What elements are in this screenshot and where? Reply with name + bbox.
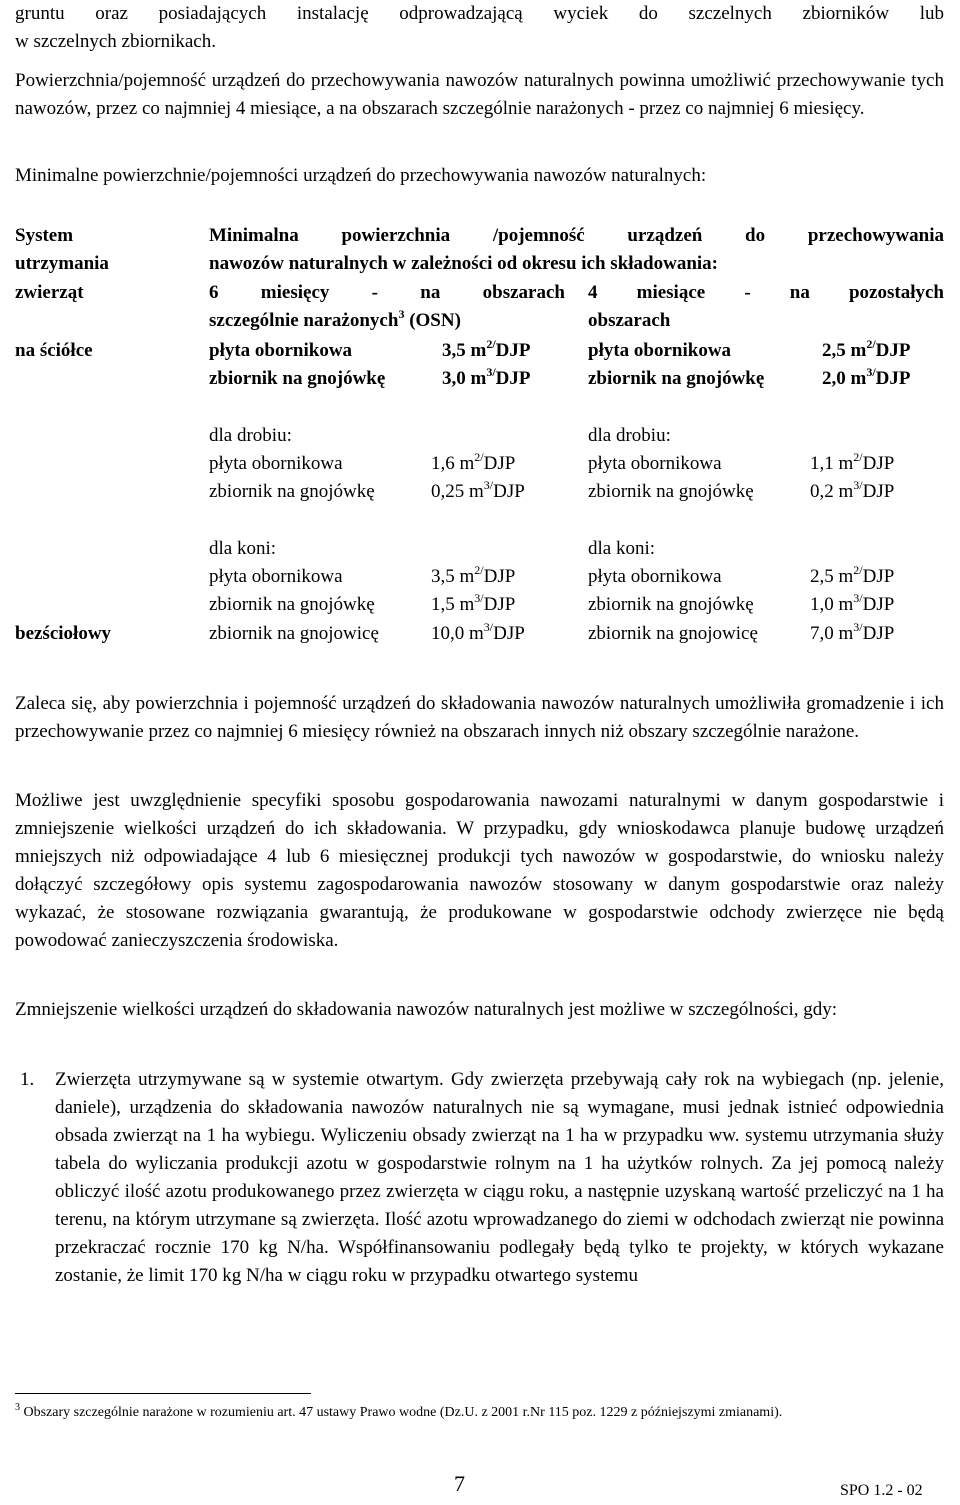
list-item-number: 1. <box>20 1069 35 1090</box>
paragraph-storage-requirement: Powierzchnia/pojemność urządzeń do przechowywania nawozów naturalnych powinna umożliwić przechowywanie tych nawozów, przez co najmniej 4 miesiące, a na obszarach szczególnie narażonych - przez co najmniej 6 miesięcy. <box>15 70 944 119</box>
paragraph-reduction-conditions: Zmniejszenie wielkości urządzeń do składowania nawozów naturalnych jest możliwe w szczególności, gdy: <box>15 999 838 1020</box>
col6-header-line-2 <box>209 307 461 335</box>
col4-konie-item-name: płyta obornikowa <box>588 566 722 587</box>
row-label-na-sciolce: na ściółce <box>15 340 93 361</box>
col4-gnojowica-name: zbiornik na gnojowicę <box>588 623 758 644</box>
col6-general-item-value: 3,0 $m^{3/}DJP$ <box>442 365 531 389</box>
col4-drob-label: dla drobiu: <box>588 425 671 446</box>
col6-general-item-name: płyta obornikowa <box>209 340 353 361</box>
system-header-line-1: System <box>15 225 74 246</box>
col6-drob-item-value: 0,25 $m^{3/}DJP$ <box>431 478 525 502</box>
col6-gnojowica-name: zbiornik na gnojowicę <box>209 623 379 644</box>
col4-drob-item-name: płyta obornikowa <box>588 453 722 474</box>
col6-gnojowica-value: 10,0 $m^{3/}DJP$ <box>431 620 525 644</box>
col4-general-item-value: 2,5 $m^{2/}DJP$ <box>822 337 911 361</box>
col6-konie-item-name: płyta obornikowa <box>209 566 343 587</box>
intro-line-1: gruntu oraz posiadających instalację odprowadzającą wyciek do szczelnych zbiorników lub <box>15 3 944 24</box>
list-item-text: Zwierzęta utrzymywane są w systemie otwartym. Gdy zwierzęta przebywają cały rok na wybiegach (np. jelenie, daniele), urządzenia do składowania nawozów naturalnych nie są wymagane, musi jednak istnieć odpowiednia obsada zwierząt na 1 ha wybiegu. Wyliczeniu obsady zwierząt na 1 ha w przypadku ww. systemu utrzymania służy tabela do wyliczania produkcji azotu w gospodarstwie rolnym na 1 ha użytków rolnych. Za jej pomocą należy obliczyć ilość azotu produkowanego przez zwierzęta w ciągu roku, a następnie uzyskaną wartość przeliczyć na 1 ha terenu, na którym utrzymane są zwierzęta. Ilość azotu wprowadzanego do ziemi w odchodach zwierząt nie powinna przekraczać rocznie 170 kg N/ha. Współfinansowaniu podlegały będą tylko te projekty, w których wykazane zostanie, że limit 170 kg N/ha w ciągu roku w przypadku otwartego systemu <box>55 1069 944 1286</box>
col4-drob-item-value: 1,1 $m^{2/}DJP$ <box>810 450 895 474</box>
osn-label: (OSN) <box>409 310 461 331</box>
col6-drob-item-name: zbiornik na gnojówkę <box>209 481 375 502</box>
col4-general-item-name: płyta obornikowa <box>588 340 732 361</box>
col6-konie-label: dla koni: <box>209 538 277 559</box>
system-header-line-2: utrzymania <box>15 253 109 274</box>
footnote-mark: 3 <box>15 1402 20 1413</box>
col6-header-text: szczególnie narażonych <box>209 310 399 331</box>
row-label-bezsciolowy: bezściołowy <box>15 623 112 644</box>
main-header-line-1: Minimalna powierzchnia /pojemność urządzeń do przechowywania <box>209 225 944 246</box>
col4-general-item-value: 2,0 $m^{3/}DJP$ <box>822 365 911 389</box>
col6-drob-item-name: płyta obornikowa <box>209 453 343 474</box>
col4-konie-item-name: zbiornik na gnojówkę <box>588 594 754 615</box>
col6-general-item-value: 3,5 $m^{2/}DJP$ <box>442 337 531 361</box>
footnote <box>15 1404 782 1422</box>
footnote-ref: 3 <box>398 307 405 321</box>
col4-header-line-1: 4 miesiące - na pozostałych <box>588 282 944 303</box>
paragraph-table-intro: Minimalne powierzchnie/pojemności urządzeń do przechowywania nawozów naturalnych: <box>15 165 707 186</box>
col4-konie-item-value: 2,5 $m^{2/}DJP$ <box>810 563 895 587</box>
col6-general-item-name: zbiornik na gnojówkę <box>209 368 386 389</box>
system-header-line-3: zwierząt <box>15 282 84 303</box>
col6-drob-label: dla drobiu: <box>209 425 292 446</box>
paragraph-specifics: Możliwe jest uwzględnienie specyfiki sposobu gospodarowania nawozami naturalnymi w danym gospodarstwie i zmniejszenie wielkości urządzeń do ich składowania. W przypadku, gdy wnioskodawca planuje budowę urządzeń mniejszych niż odpowiadające 4 lub 6 miesięcznej produkcji tych nawozów w gospodarstwie, do wniosku należy dołączyć szczegółowy opis systemu zagospodarowania nawozów stosowany w danym gospodarstwie oraz należy wykazać, że stosowane rozwiązania gwarantują, że produkowane w gospodarstwie odchody zwierzęce nie będą powodować zanieczyszczenia środowiska. <box>15 790 944 951</box>
col4-konie-label: dla koni: <box>588 538 656 559</box>
intro-line-2: w szczelnych zbiornikach. <box>15 31 216 52</box>
col6-header-line-1: 6 miesięcy - na obszarach <box>209 282 565 303</box>
document-code: SPO 1.2 - 02 <box>840 1482 923 1499</box>
col4-drob-item-value: 0,2 $m^{3/}DJP$ <box>810 478 895 502</box>
col6-konie-item-name: zbiornik na gnojówkę <box>209 594 375 615</box>
col4-drob-item-name: zbiornik na gnojówkę <box>588 481 754 502</box>
page-number: 7 <box>454 1471 465 1496</box>
col4-konie-item-value: 1,0 $m^{3/}DJP$ <box>810 591 895 615</box>
col4-header-line-2: obszarach <box>588 310 671 331</box>
col6-konie-item-value: 3,5 $m^{2/}DJP$ <box>431 563 516 587</box>
col4-gnojowica-value: 7,0 $m^{3/}DJP$ <box>810 620 895 644</box>
main-header-line-2: nawozów naturalnych w zależności od okresu ich składowania: <box>209 253 719 274</box>
footnote-divider <box>15 1393 311 1394</box>
col6-konie-item-value: 1,5 $m^{3/}DJP$ <box>431 591 516 615</box>
paragraph-recommendation: Zaleca się, aby powierzchnia i pojemność urządzeń do składowania nawozów naturalnych umożliwiła gromadzenie i ich przechowywanie przez co najmniej 6 miesięcy również na obszarach innych niż obszary szczególnie narażone. <box>15 693 944 742</box>
col6-drob-item-value: 1,6 $m^{2/}DJP$ <box>431 450 516 474</box>
col4-general-item-name: zbiornik na gnojówkę <box>588 368 765 389</box>
footnote-text: Obszary szczególnie narażone w rozumieniu art. 47 ustawy Prawo wodne (Dz.U. z 2001 r.Nr 115 poz. 1229 z późniejszymi zmianami). <box>23 1405 783 1420</box>
